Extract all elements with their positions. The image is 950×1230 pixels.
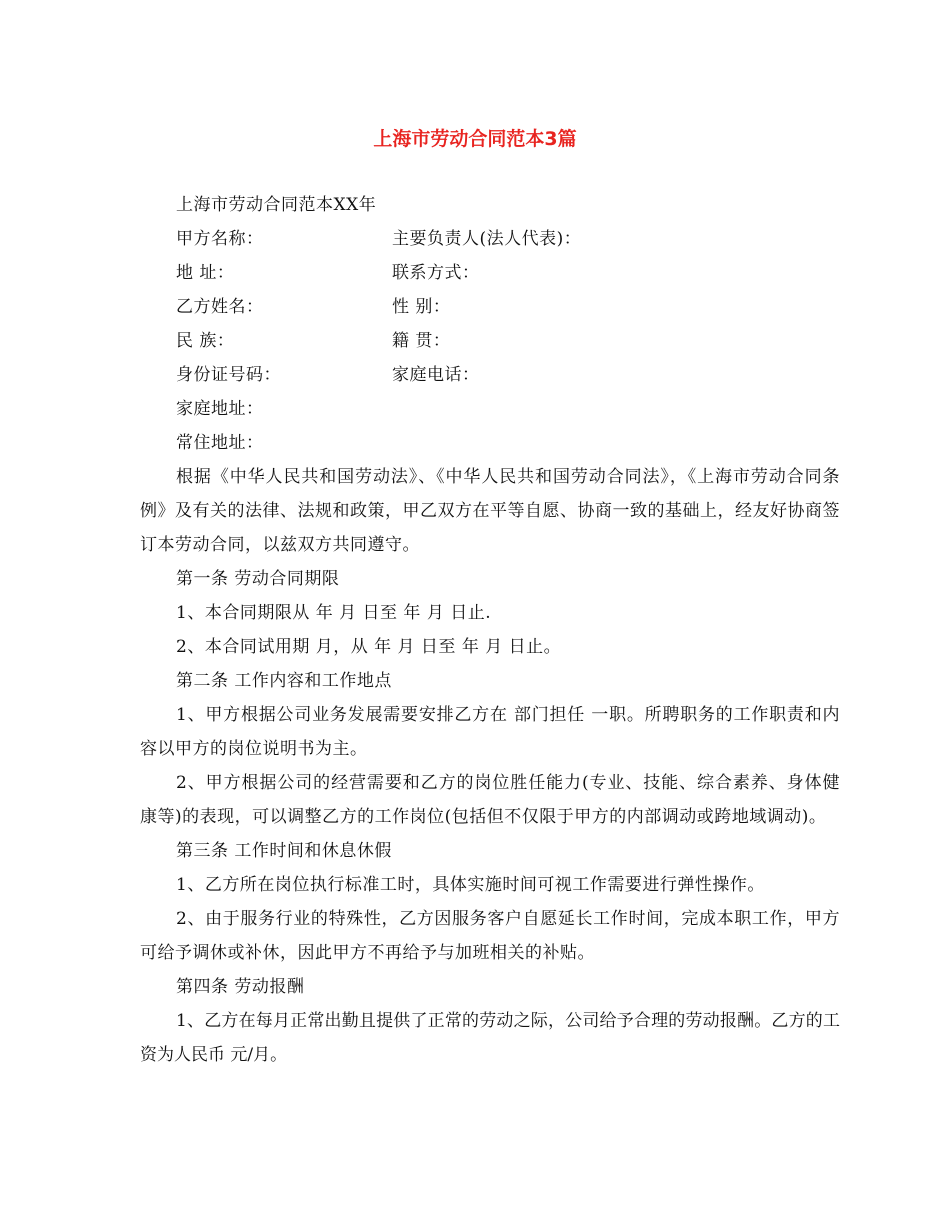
field-row (140, 324, 840, 358)
field-label-gender: 性 别： (392, 297, 451, 317)
field-label-legal-rep: 主要负责人(法人代表)： (392, 229, 582, 249)
contract-subtitle: 上海市劳动合同范本XX年 (176, 195, 377, 215)
field-label-native-place: 籍 贯： (392, 331, 451, 351)
document-title: 上海市劳动合同范本3篇 (373, 128, 577, 150)
article-1-item-2: 2、本合同试用期 月，从 年 月 日至 年 月 日止。 (176, 637, 562, 657)
document-body (140, 188, 840, 1072)
field-label-resident-address: 常住地址： (176, 433, 264, 453)
field-label-home-phone: 家庭电话： (392, 365, 480, 385)
article-3-item-2: 2、由于服务行业的特殊性，乙方因服务客户自愿延长工作时间，完成本职工作，甲方可给予调休或补休，因此甲方不再给予与加班相关的补贴。 (140, 909, 840, 963)
field-label-contact: 联系方式： (392, 263, 480, 283)
article-4-item-1: 1、乙方在每月正常出勤且提供了正常的劳动之际，公司给予合理的劳动报酬。乙方的工资为人民币 元/月。 (140, 1011, 840, 1065)
field-label-home-address: 家庭地址： (176, 399, 264, 419)
article-2-heading: 第二条 工作内容和工作地点 (176, 671, 392, 691)
article-4-heading: 第四条 劳动报酬 (176, 977, 305, 997)
field-label-id-number: 身份证号码： (176, 365, 281, 385)
field-row (140, 290, 840, 324)
field-label-employer-name: 甲方名称： (176, 229, 264, 249)
article-1-item-1: 1、本合同期限从 年 月 日至 年 月 日止. (176, 603, 492, 623)
field-row (140, 358, 840, 392)
article-2-item-1: 1、甲方根据公司业务发展需要安排乙方在 部门担任 一职。所聘职务的工作职责和内容以甲方的岗位说明书为主。 (140, 705, 840, 759)
field-row (140, 222, 840, 256)
article-3-item-1: 1、乙方所在岗位执行标准工时，具体实施时间可视工作需要进行弹性操作。 (176, 875, 765, 895)
article-1-heading: 第一条 劳动合同期限 (176, 569, 340, 589)
field-label-ethnicity: 民 族： (176, 331, 235, 351)
article-2-item-2: 2、甲方根据公司的经营需要和乙方的岗位胜任能力(专业、技能、综合素养、身体健康等)的表现，可以调整乙方的工作岗位(包括但不仅限于甲方的内部调动或跨地域调动)。 (140, 773, 840, 827)
field-label-address: 地 址： (176, 263, 235, 283)
intro-paragraph: 根据《中华人民共和国劳动法》、《中华人民共和国劳动合同法》，《上海市劳动合同条例》及有关的法律、法规和政策，甲乙双方在平等自愿、协商一致的基础上，经友好协商签订本劳动合同，以兹双方共同遵守。 (140, 467, 840, 555)
field-row (140, 256, 840, 290)
article-3-heading: 第三条 工作时间和休息休假 (176, 841, 392, 861)
field-label-employee-name: 乙方姓名： (176, 297, 264, 317)
